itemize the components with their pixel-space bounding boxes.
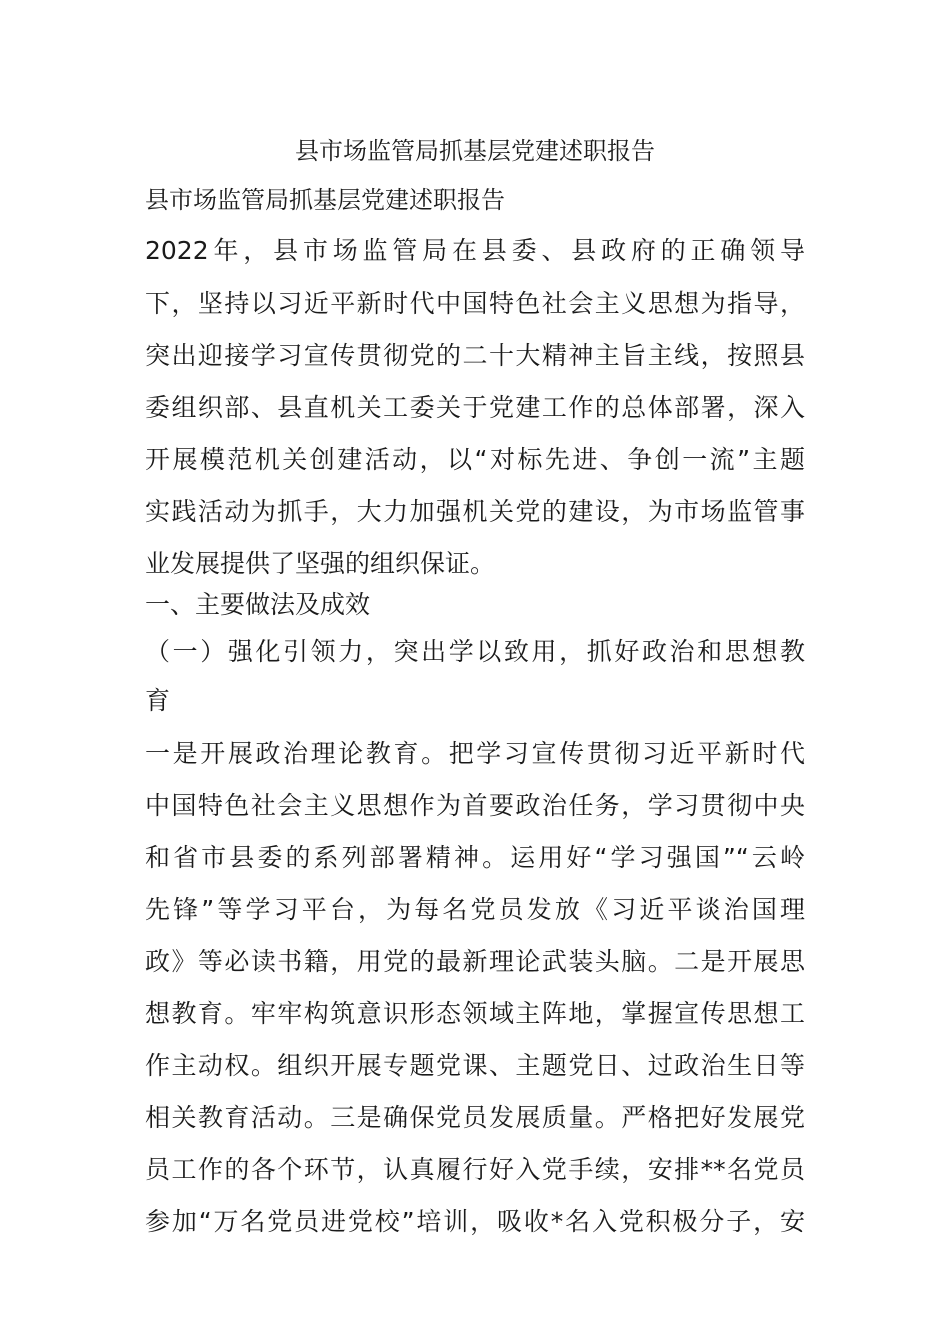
body-line: 参加“万名党员进党校”培训，吸收*名入党积极分子，安 (145, 1207, 805, 1236)
body-line: （一）强化引领力，突出学以致用，抓好政治和思想教 (145, 637, 805, 666)
document-title: 县市场监管局抓基层党建述职报告 (295, 137, 655, 165)
body-line: 开展模范机关创建活动，以“对标先进、争创一流”主题 (145, 445, 805, 474)
body-line: 先锋”等学习平台，为每名党员发放《习近平谈治国理 (145, 895, 805, 924)
body-line: 2022年，县市场监管局在县委、县政府的正确领导 (145, 236, 805, 265)
body-line: 业发展提供了坚强的组织保证。 (145, 549, 496, 578)
body-line: 突出迎接学习宣传贯彻党的二十大精神主旨主线，按照县 (145, 341, 805, 370)
body-line: 委组织部、县直机关工委关于党建工作的总体部署，深入 (145, 393, 805, 422)
body-line: 和省市县委的系列部署精神。运用好“学习强国”“云岭 (145, 843, 805, 872)
body-line: 一、主要做法及成效 (145, 590, 371, 619)
body-line: 作主动权。组织开展专题党课、主题党日、过政治生日等 (145, 1051, 805, 1080)
body-line: 下，坚持以习近平新时代中国特色社会主义思想为指导， (145, 289, 805, 318)
body-line: 相关教育活动。三是确保党员发展质量。严格把好发展党 (145, 1103, 805, 1132)
body-line: 育 (145, 686, 171, 715)
body-line: 想教育。牢牢构筑意识形态领域主阵地，掌握宣传思想工 (145, 999, 805, 1028)
body-line: 一是开展政治理论教育。把学习宣传贯彻习近平新时代 (145, 739, 805, 768)
document-subtitle: 县市场监管局抓基层党建述职报告 (145, 186, 505, 214)
body-line: 政》等必读书籍，用党的最新理论武装头脑。二是开展思 (145, 947, 805, 976)
body-line: 实践活动为抓手，大力加强机关党的建设，为市场监管事 (145, 497, 805, 526)
body-line: 中国特色社会主义思想作为首要政治任务，学习贯彻中央 (145, 791, 805, 820)
body-line: 员工作的各个环节，认真履行好入党手续，安排**名党员 (145, 1155, 805, 1184)
